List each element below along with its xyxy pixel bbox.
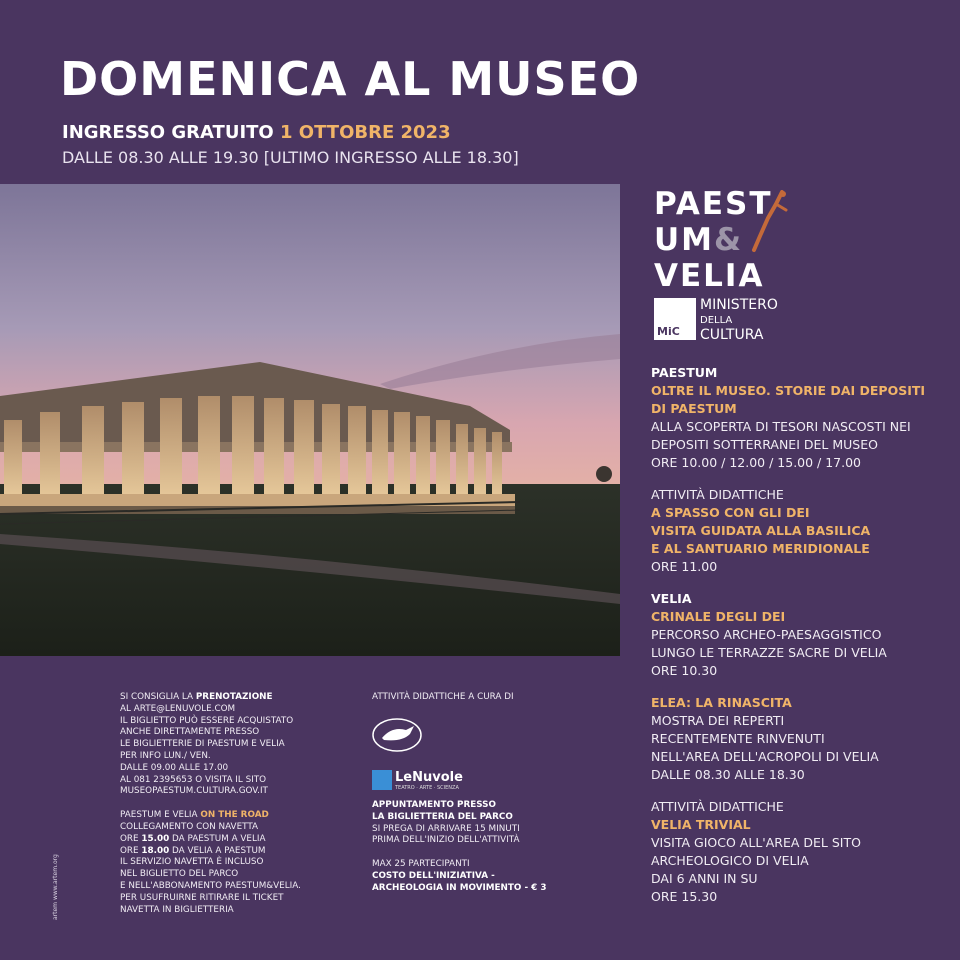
event-desc: VISITA GIOCO ALL'AREA DEL SITO <box>651 835 861 850</box>
paestum-velia-logo <box>654 186 814 346</box>
meeting-line: LA BIGLIETTERIA DEL PARCO <box>372 811 513 822</box>
page-title: DOMENICA AL MUSEO <box>60 52 641 106</box>
free-entry-label: INGRESSO GRATUITO <box>62 122 280 143</box>
event-desc: MOSTRA DEI REPERTI <box>651 713 785 728</box>
booking-email: AL ARTE@LENUVOLE.COM <box>120 703 236 714</box>
event-time: ORE 11.00 <box>651 559 718 574</box>
shuttle-line: NEL BIGLIETTO DEL PARCO <box>120 869 239 880</box>
event-time: DALLE 08.30 ALLE 18.30 <box>651 767 805 782</box>
velia-event-3 <box>651 798 951 906</box>
temple-photo <box>0 184 620 656</box>
lenuvole-icon <box>372 770 392 790</box>
shuttle-text: ORE <box>120 833 142 844</box>
activities-label: ATTIVITÀ DIDATTICHE A CURA DI <box>372 692 514 702</box>
cost-line: COSTO DELL'INIZIATIVA - <box>372 870 495 881</box>
subtitle <box>62 122 451 143</box>
event-title: ELEA: LA RINASCITA <box>651 695 792 710</box>
logo-line-3: VELIA <box>654 258 765 294</box>
shuttle-text: DA PAESTUM A VELIA <box>169 833 266 844</box>
section-heading-paestum: PAESTUM <box>651 365 718 380</box>
booking-line: ANCHE DIRETTAMENTE PRESSO <box>120 727 260 738</box>
shuttle-line: NAVETTA IN BIGLIETTERIA <box>120 904 234 915</box>
event-date: 1 OTTOBRE 2023 <box>280 122 451 143</box>
booking-line: LE BIGLIETTERIE DI PAESTUM E VELIA <box>120 739 285 750</box>
ministry-text <box>700 298 778 343</box>
booking-line <box>120 692 340 704</box>
logo-line-2 <box>654 222 814 258</box>
event-desc: RECENTEMENTE RINVENUTI <box>651 731 825 746</box>
event-desc: PERCORSO ARCHEO-PAESAGGISTICO <box>651 627 882 642</box>
event-label: ATTIVITÀ DIDATTICHE <box>651 487 784 502</box>
event-desc: NELL'AREA DELL'ACROPOLI DI VELIA <box>651 749 879 764</box>
shuttle-line: COLLEGAMENTO CON NAVETTA <box>120 821 259 832</box>
logo-line-1: PAEST <box>654 186 773 222</box>
section-heading-velia: VELIA <box>651 591 692 606</box>
shuttle-line: PER USUFRUIRNE RITIRARE IL TICKET <box>120 892 284 903</box>
event-title: OLTRE IL MUSEO. STORIE DAI DEPOSITI <box>651 383 926 398</box>
booking-line: IL BIGLIETTO PUÒ ESSERE ACQUISTATO <box>120 715 294 726</box>
meeting-line: SI PREGA DI ARRIVARE 15 MINUTI <box>372 823 520 834</box>
shuttle-text: DA VELIA A PAESTUM <box>169 845 266 856</box>
velia-event-2 <box>651 694 951 784</box>
shuttle-line: E NELL'ABBONAMENTO PAESTUM&VELIA. <box>120 880 301 891</box>
paestum-event-2 <box>651 486 951 576</box>
event-desc: DAI 6 ANNI IN SU <box>651 871 758 886</box>
event-title: VELIA TRIVIAL <box>651 817 751 832</box>
ministry-line-2: DELLA <box>700 315 733 326</box>
event-title: CRINALE DEGLI DEI <box>651 609 786 624</box>
shuttle-time: 18.00 <box>141 845 170 856</box>
event-title: A SPASSO CON GLI DEI <box>651 505 810 520</box>
max-participants: MAX 25 PARTECIPANTI <box>372 859 470 870</box>
booking-line: DALLE 09.00 ALLE 17.00 <box>120 762 229 773</box>
meeting-line: APPUNTAMENTO PRESSO <box>372 800 496 810</box>
ministry-line-1: MINISTERO <box>700 297 778 313</box>
shuttle-text: ORE <box>120 845 142 856</box>
mic-text: MiC <box>657 325 680 338</box>
lenuvole-name: LeNuvole <box>395 770 463 785</box>
logo-um: UM <box>654 222 715 258</box>
designer-credit: artem www.artem.org <box>52 854 59 920</box>
shuttle-line <box>120 810 340 822</box>
booking-bold: PRENOTAZIONE <box>195 692 273 702</box>
shuttle-text: PAESTUM E VELIA <box>120 810 201 821</box>
shuttle-accent: ON THE ROAD <box>200 810 269 821</box>
lenuvole-tagline: TEATRO · ARTE · SCIENZA <box>395 785 459 791</box>
booking-line: AL 081 2395653 O VISITA IL SITO <box>120 774 267 785</box>
event-desc: LUNGO LE TERRAZZE SACRE DI VELIA <box>651 645 887 660</box>
cost-line: ARCHEOLOGIA IN MOVIMENTO - € 3 <box>372 882 547 893</box>
diver-figure-icon <box>746 190 790 254</box>
event-desc: ALLA SCOPERTA DI TESORI NASCOSTI NEI <box>651 419 911 434</box>
logo-ampersand: & <box>714 222 744 258</box>
shuttle-time: 15.00 <box>141 833 170 844</box>
event-label: ATTIVITÀ DIDATTICHE <box>651 799 784 814</box>
mic-logo <box>654 298 696 340</box>
meeting-info <box>372 800 592 895</box>
paestum-event-1 <box>651 364 951 472</box>
opening-hours: DALLE 08.30 ALLE 19.30 [ULTIMO INGRESSO ALLE 18.30] <box>62 148 519 167</box>
booking-info <box>120 692 340 916</box>
ministry-line-3: CULTURA <box>700 327 764 343</box>
event-time: ORE 10.30 <box>651 663 718 678</box>
event-title: VISITA GUIDATA ALLA BASILICA <box>651 523 871 538</box>
event-desc: ARCHEOLOGICO DI VELIA <box>651 853 809 868</box>
event-title: E AL SANTUARIO MERIDIONALE <box>651 541 870 556</box>
event-time: ORE 15.30 <box>651 889 718 904</box>
hermes-helmet-icon <box>372 718 422 752</box>
booking-text: SI CONSIGLIA LA <box>120 692 196 702</box>
meeting-line: PRIMA DELL'INIZIO DELL'ATTIVITÀ <box>372 835 520 846</box>
program-column <box>651 364 951 920</box>
velia-event-1 <box>651 590 951 680</box>
shuttle-line <box>120 846 340 858</box>
event-title: DI PAESTUM <box>651 401 737 416</box>
shuttle-line <box>120 834 340 846</box>
event-desc: DEPOSITI SOTTERRANEI DEL MUSEO <box>651 437 878 452</box>
booking-line: PER INFO LUN./ VEN. <box>120 750 211 761</box>
event-time: ORE 10.00 / 12.00 / 15.00 / 17.00 <box>651 455 862 470</box>
booking-website: MUSEOPAESTUM.CULTURA.GOV.IT <box>120 786 268 797</box>
shuttle-line: IL SERVIZIO NAVETTA È INCLUSO <box>120 857 264 868</box>
